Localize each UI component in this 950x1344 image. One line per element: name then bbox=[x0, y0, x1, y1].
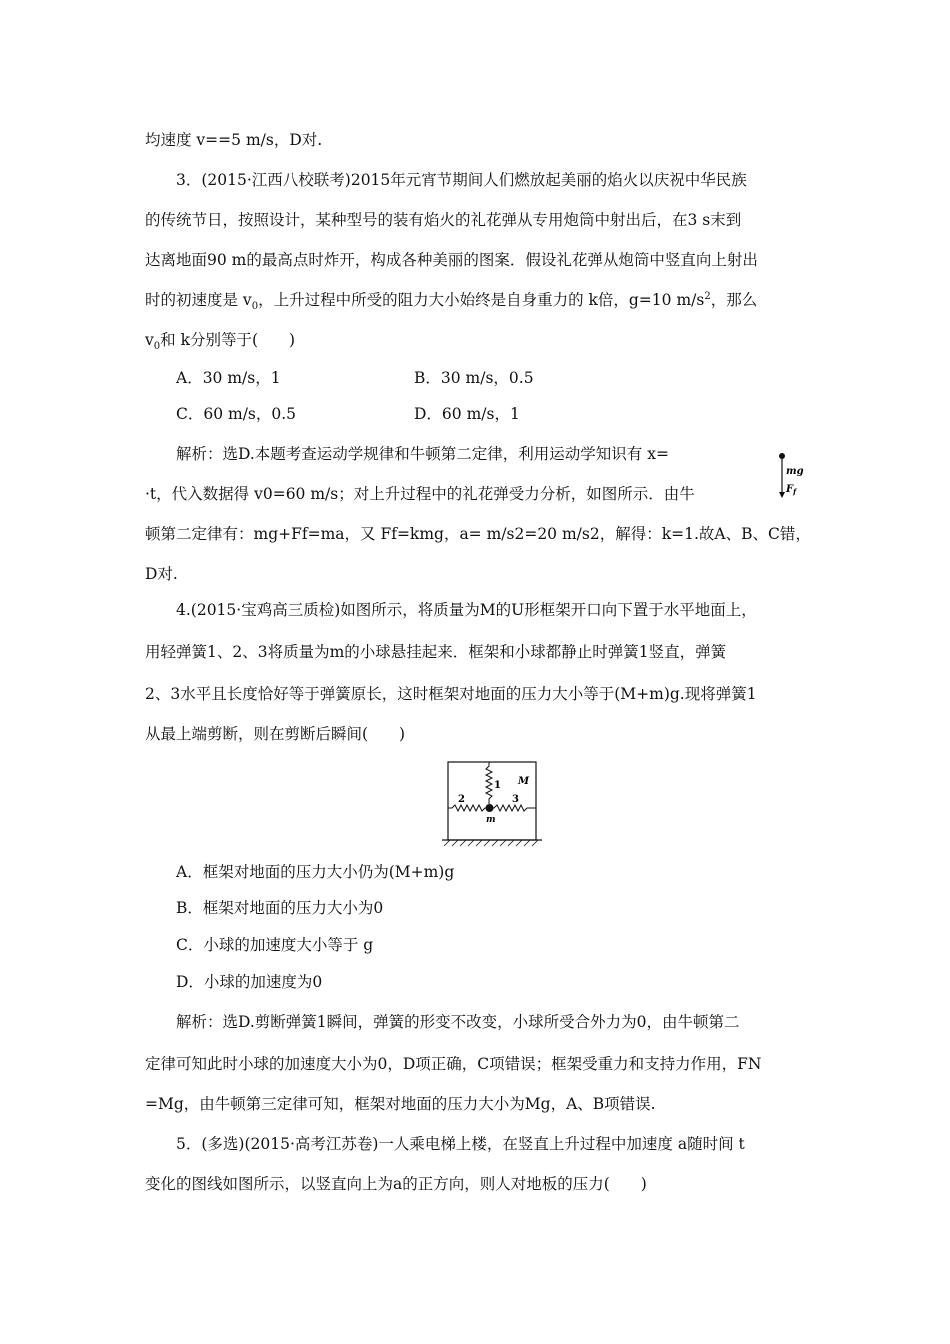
q3-option-b: B．30 m/s，0.5 bbox=[414, 369, 534, 387]
friction-label: $F_f$ bbox=[786, 484, 797, 496]
spring-frame-diagram bbox=[442, 760, 542, 848]
q4-line-3: 2、3水平且长度恰好等于弹簧原长，这时框架对地面的压力大小等于(M+m)g.现将弹簧1 bbox=[145, 685, 757, 703]
text-line: 均速度 v==5 m/s，D对. bbox=[145, 131, 323, 149]
q3-solution-2: ·t，代入数据得 v0=60 m/s；对上升过程中的礼花弹受力分析，如图所示．由牛 bbox=[145, 485, 695, 503]
spring-1 bbox=[486, 762, 492, 804]
q4-line-2: 用轻弹簧1、2、3将质量为m的小球悬挂起来．框架和小球都静止时弹簧1竖直，弹簧 bbox=[145, 643, 727, 661]
force-arrow-head bbox=[779, 492, 785, 498]
spring-3 bbox=[492, 805, 536, 811]
q4-solution-3: =Mg，由牛顿第三定律可知，框架对地面的压力大小为Mg，A、B项错误. bbox=[145, 1095, 656, 1113]
q3-line-1: 3．(2015·江西八校联考)2015年元宵节期间人们燃放起美丽的焰火以庆祝中华民族 bbox=[176, 171, 747, 189]
q4-solution-2: 定律可知此时小球的加速度大小为0，D项正确，C项错误；框架受重力和支持力作用，FN bbox=[145, 1055, 762, 1073]
spring-3-label: 3 bbox=[512, 794, 519, 805]
q3-solution-1: 解析：选D.本题考查运动学规律和牛顿第二定律，利用运动学知识有 x= bbox=[176, 445, 669, 463]
ball bbox=[486, 804, 494, 812]
spring-1-label: 1 bbox=[494, 780, 501, 791]
q5-line-2: 变化的图线如图所示，以竖直向上为a的正方向，则人对地板的压力( ) bbox=[145, 1175, 647, 1193]
q3-option-a: A．30 m/s，1 bbox=[176, 369, 281, 387]
q4-option-d: D．小球的加速度为0 bbox=[176, 973, 323, 991]
q3-solution-4: D对. bbox=[145, 565, 178, 583]
q4-solution-1: 解析：选D.剪断弹簧1瞬间，弹簧的形变不改变，小球所受合外力为0，由牛顿第二 bbox=[176, 1013, 740, 1031]
q3-line-5: $v_0$和 k分别等于( ) bbox=[145, 331, 296, 353]
q3-line-3: 达离地面90 m的最高点时炸开，构成各种美丽的图案．假设礼花弹从炮筒中竖直向上射出 bbox=[145, 251, 758, 269]
q3-option-d: D．60 m/s，1 bbox=[414, 405, 520, 423]
q3-option-c: C．60 m/s，0.5 bbox=[176, 405, 297, 423]
q4-option-a: A．框架对地面的压力大小仍为(M+m)g bbox=[176, 863, 455, 881]
force-diagram bbox=[776, 452, 810, 502]
ground-hatch bbox=[444, 840, 538, 846]
mg-label: mg bbox=[786, 466, 804, 477]
body-dot bbox=[779, 453, 785, 459]
ball-mass-label: m bbox=[486, 815, 496, 825]
frame-mass-label: M bbox=[518, 776, 530, 787]
spring-2 bbox=[448, 805, 487, 811]
q3-line-2: 的传统节日，按照设计，某种型号的装有焰火的礼花弹从专用炮筒中射出后，在3 s末到 bbox=[145, 211, 742, 229]
spring-2-label: 2 bbox=[458, 794, 465, 805]
q4-option-c: C．小球的加速度大小等于 g bbox=[176, 936, 374, 954]
q3-line-4: 时的初速度是 $v_0$，上升过程中所受的阻力大小始终是自身重力的 k倍，g=10 $m/s^2$，那么 bbox=[145, 290, 758, 313]
q5-line-1: 5．(多选)(2015·高考江苏卷)一人乘电梯上楼，在竖直上升过程中加速度 a随时间 t bbox=[176, 1135, 745, 1153]
q3-solution-3: 顿第二定律有：mg+Ff=ma，又 Ff=kmg，a= m/s2=20 m/s2，解得：k=1.故A、B、C错， bbox=[145, 525, 811, 543]
q4-line-4: 从最上端剪断，则在剪断后瞬间( ) bbox=[145, 725, 406, 743]
q4-option-b: B．框架对地面的压力大小为0 bbox=[176, 899, 384, 917]
q4-line-1: 4.(2015·宝鸡高三质检)如图所示，将质量为M的U形框架开口向下置于水平地面上， bbox=[176, 601, 757, 619]
